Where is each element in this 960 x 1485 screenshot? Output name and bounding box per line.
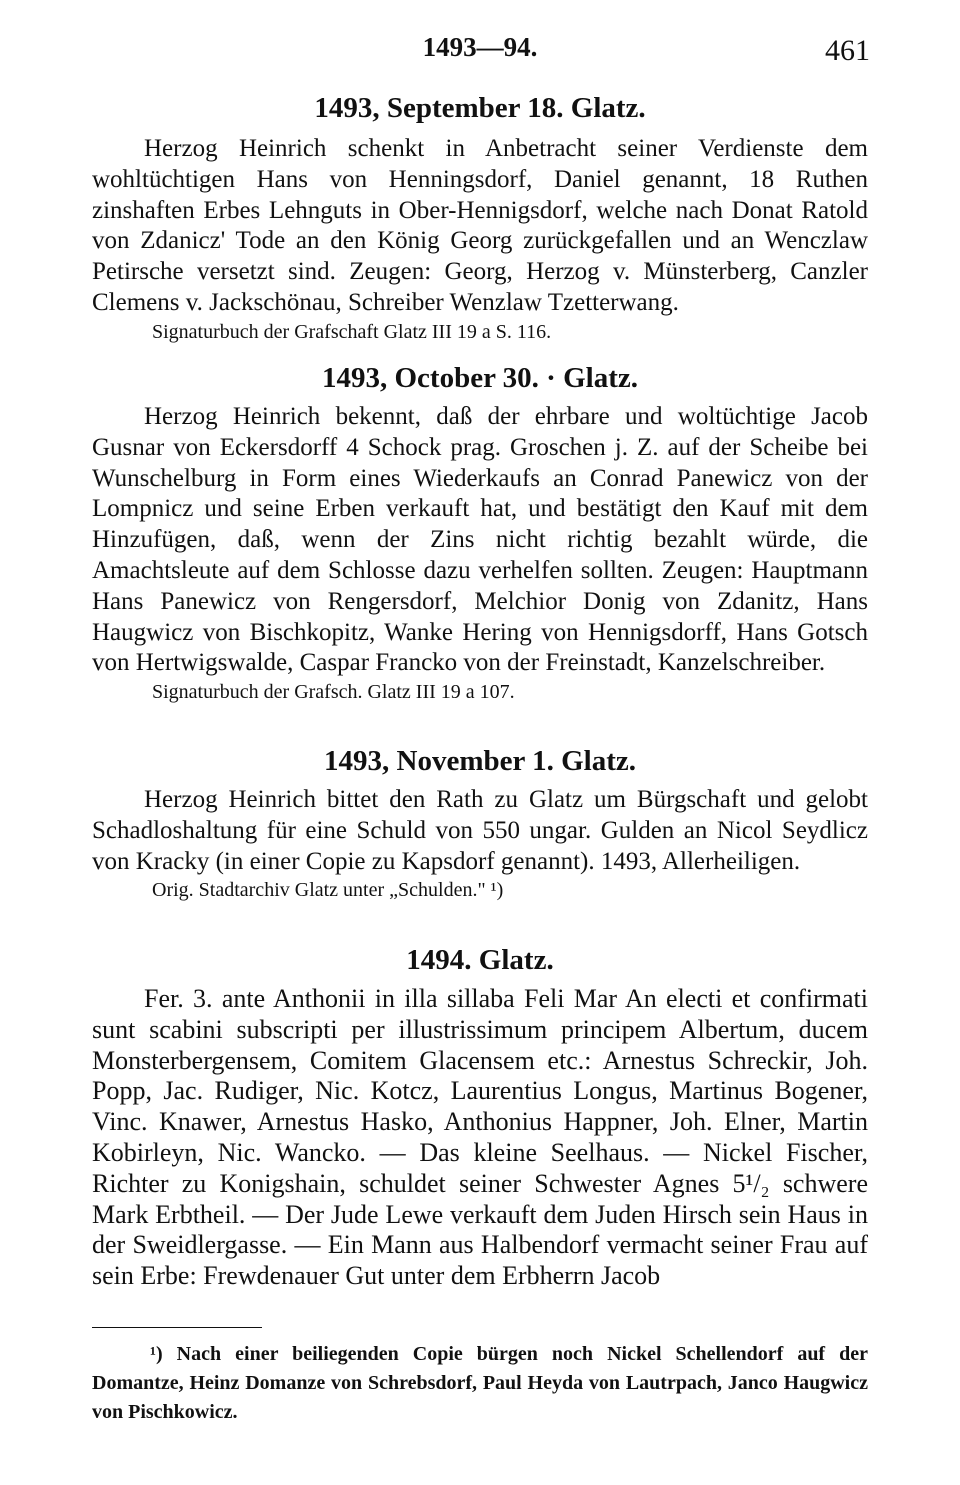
entry-2 xyxy=(92,360,868,705)
entry-1 xyxy=(92,90,868,345)
entry-heading: 1493, November 1. Glatz. xyxy=(324,745,636,777)
footnote: ¹) Nach einer beiliegenden Copie bürgen noch Nickel Schellendorf auf der Domantze, Heinz Domanze von Schrebsdorf, Paul Heyda von Lautrpach, Janco Haugwicz von Pischkowicz. xyxy=(92,1343,868,1423)
entry-text: Herzog Heinrich bittet den Rath zu Glatz um Bürgschaft und gelobt Schadloshaltung für eine Schuld von 550 ungar. Gulden an Nicol Seydlicz von Kracky (in einer Copie zu Kapsdorf genannt). 1493, Allerheiligen. xyxy=(92,786,868,875)
entry-3 xyxy=(92,743,868,903)
entry-text: Herzog Heinrich schenkt in Anbetracht seiner Verdienste dem wohltüchtigen Hans von Henningsdorf, Daniel genannt, 18 Ruthen zinshaften Erbes Lehnguts in Ober-Hennigsdorf, welche nach Donat Ratold von Zdanicz' Tode an den König Georg zurückgefallen und an Wenczlaw Petirsche versetzt sind. Zeugen: Georg, Herzog v. Münsterberg, Canzler Clemens v. Jackschönau, Schreiber Wenzlaw Tzetterwang. xyxy=(92,135,868,316)
footnote-rule xyxy=(92,1327,262,1328)
entry-source: Signaturbuch der Grafsch. Glatz III 19 a 107. xyxy=(152,681,515,704)
running-title: 1493—94. xyxy=(422,32,538,62)
entry-source: Signaturbuch der Grafschaft Glatz III 19 a S. 116. xyxy=(152,320,552,343)
entry-heading: 1493, October 30. · Glatz. xyxy=(322,362,638,394)
entry-text: Fer. 3. ante Anthonii in illa sillaba Feli Mar An electi et confirmati sunt scabini subscripti per illustrissimum principem Albertum, ducem Monsterbergensem, Comitem Glacensem etc.: Arnestus Schreckir, Joh. Popp, Jac. Rudiger, Nic. Kotcz, Laurentius Longus, Martinus Bogener, Vinc. Knawer, Arnestus Hasko, Anthonius Happner, Joh. Elner, Martin Kobirleyn, Nic. Wancko. — Das kleine Seelhaus. — Nickel Fischer, Richter zu Konigshain, schuldet seiner Schwester Agnes 5¹/₂ schwere Mark Erbtheil. — Der Jude Lewe verkauft dem Juden Hirsch sein Haus in der Sweidlergasse. — Ein Mann aus Halbendorf vermacht seiner Frau auf sein Erbe: Frewdenauer Gut unter dem Erbherrn Jacob xyxy=(92,984,868,1291)
entry-source: Orig. Stadtarchiv Glatz unter „Schulden." ¹) xyxy=(152,879,504,902)
entry-4 xyxy=(92,942,868,1292)
entry-heading: 1493, September 18. Glatz. xyxy=(314,92,646,124)
entry-text: Herzog Heinrich bekennt, daß der ehrbare und woltüchtige Jacob Gusnar von Eckersdorff 4 Schock prag. Groschen j. Z. auf der Scheibe bei Wunschelburg in Form eines Wiederkaufs an Conrad Panewicz von der Lompnicz und seine Erben verkauft hat, und bestätigt den Kauf mit dem Hinzufügen, daß, wenn der Zins nicht richtig bezahlt würde, die Amachtsleute auf dem Schlosse dazu verhelfen sollten. Zeugen: Hauptmann Hans Panewicz von Rengersdorf, Melchior Donig von Zdanitz, Hans Haugwicz von Bischkopitz, Wanke Hering von Hennigsdorff, Hans Gotsch von Hertwigswalde, Caspar Francko von der Freinstadt, Kanzelschreiber. xyxy=(92,403,868,677)
page-number: 461 xyxy=(825,34,870,67)
entry-heading: 1494. Glatz. xyxy=(406,944,554,976)
